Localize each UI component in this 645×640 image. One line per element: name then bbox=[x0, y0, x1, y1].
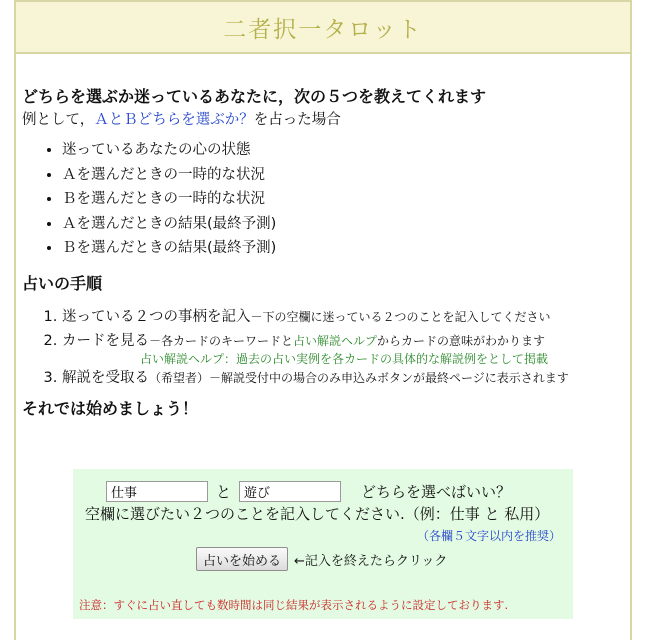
after-button-note: ←記入を終えたらクリック bbox=[294, 553, 448, 569]
start-heading: それでは始めましょう！ bbox=[22, 399, 199, 418]
step-3-sub: －解説受付中の場合のみ申込みボタンが最終ページに表示されます bbox=[209, 370, 569, 385]
step-1-main: 迷っている２つの事柄を記入 bbox=[62, 308, 251, 325]
help-link[interactable]: 占い解説ヘルプ bbox=[293, 334, 378, 348]
form-hint: （各欄５文字以内を推奨） bbox=[416, 529, 561, 543]
help-note: 占い解説ヘルプ：過去の占い実例を各カードの具体的な解説例をとして掲載 bbox=[140, 351, 549, 366]
intro-heading: どちらを選ぶか迷っているあなたに，次の５つを教えてくれます bbox=[22, 87, 487, 106]
step-3 bbox=[62, 366, 628, 391]
option-a-input[interactable] bbox=[106, 481, 208, 502]
intro-line bbox=[22, 110, 628, 130]
main-content bbox=[22, 86, 628, 420]
form-instruction: 空欄に選びたい２つのことを記入してください.（例：仕事 と 私用） bbox=[85, 505, 550, 523]
list-item: • Ａを選んだときの結果(最終予測) bbox=[62, 212, 628, 237]
intro-link[interactable]: ＡとＢどちらを選ぶか？ bbox=[94, 112, 254, 128]
list-item: • Ｂを選んだときの一時的な状況 bbox=[62, 187, 628, 212]
reading-items-list bbox=[22, 138, 628, 261]
step-1-sub: －下の空欄に迷っている２つのことを記入してください bbox=[250, 309, 551, 324]
steps-list bbox=[22, 305, 628, 391]
entry-form bbox=[73, 469, 573, 619]
option-b-input[interactable] bbox=[239, 481, 341, 502]
list-item: • Ａを選んだときの一時的な状況 bbox=[62, 163, 628, 188]
page-title: 二者択一タロット bbox=[223, 16, 423, 43]
page-header bbox=[14, 0, 632, 54]
intro-prefix: 例として， bbox=[22, 112, 95, 128]
step-3-paren: （希望者） bbox=[149, 370, 210, 385]
intro-suffix: を占った場合 bbox=[253, 112, 341, 128]
step-1 bbox=[62, 305, 628, 330]
question-label: どちらを選べばいい？ bbox=[361, 483, 512, 501]
step-2-main: カードを見る bbox=[62, 333, 149, 349]
step-3-main: 解説を受取る bbox=[62, 369, 149, 386]
form-inputs-row bbox=[106, 481, 511, 502]
steps-heading: 占いの手順 bbox=[22, 273, 103, 293]
list-item: • 迷っているあなたの心の状態 bbox=[62, 138, 628, 163]
list-item: • Ｂを選んだときの結果(最終予測) bbox=[62, 236, 628, 261]
step-2-sub-b: からカードの意味がわかります bbox=[377, 334, 546, 348]
step-2-sub-a: －各カードのキーワードと bbox=[149, 334, 294, 348]
start-reading-button[interactable]: 占いを始める bbox=[196, 547, 288, 571]
caution-note: 注意：すぐに占い直しても数時間は同じ結果が表示されるように設定しております. bbox=[79, 598, 509, 612]
form-submit-row bbox=[196, 547, 447, 571]
and-label: と bbox=[216, 483, 232, 501]
